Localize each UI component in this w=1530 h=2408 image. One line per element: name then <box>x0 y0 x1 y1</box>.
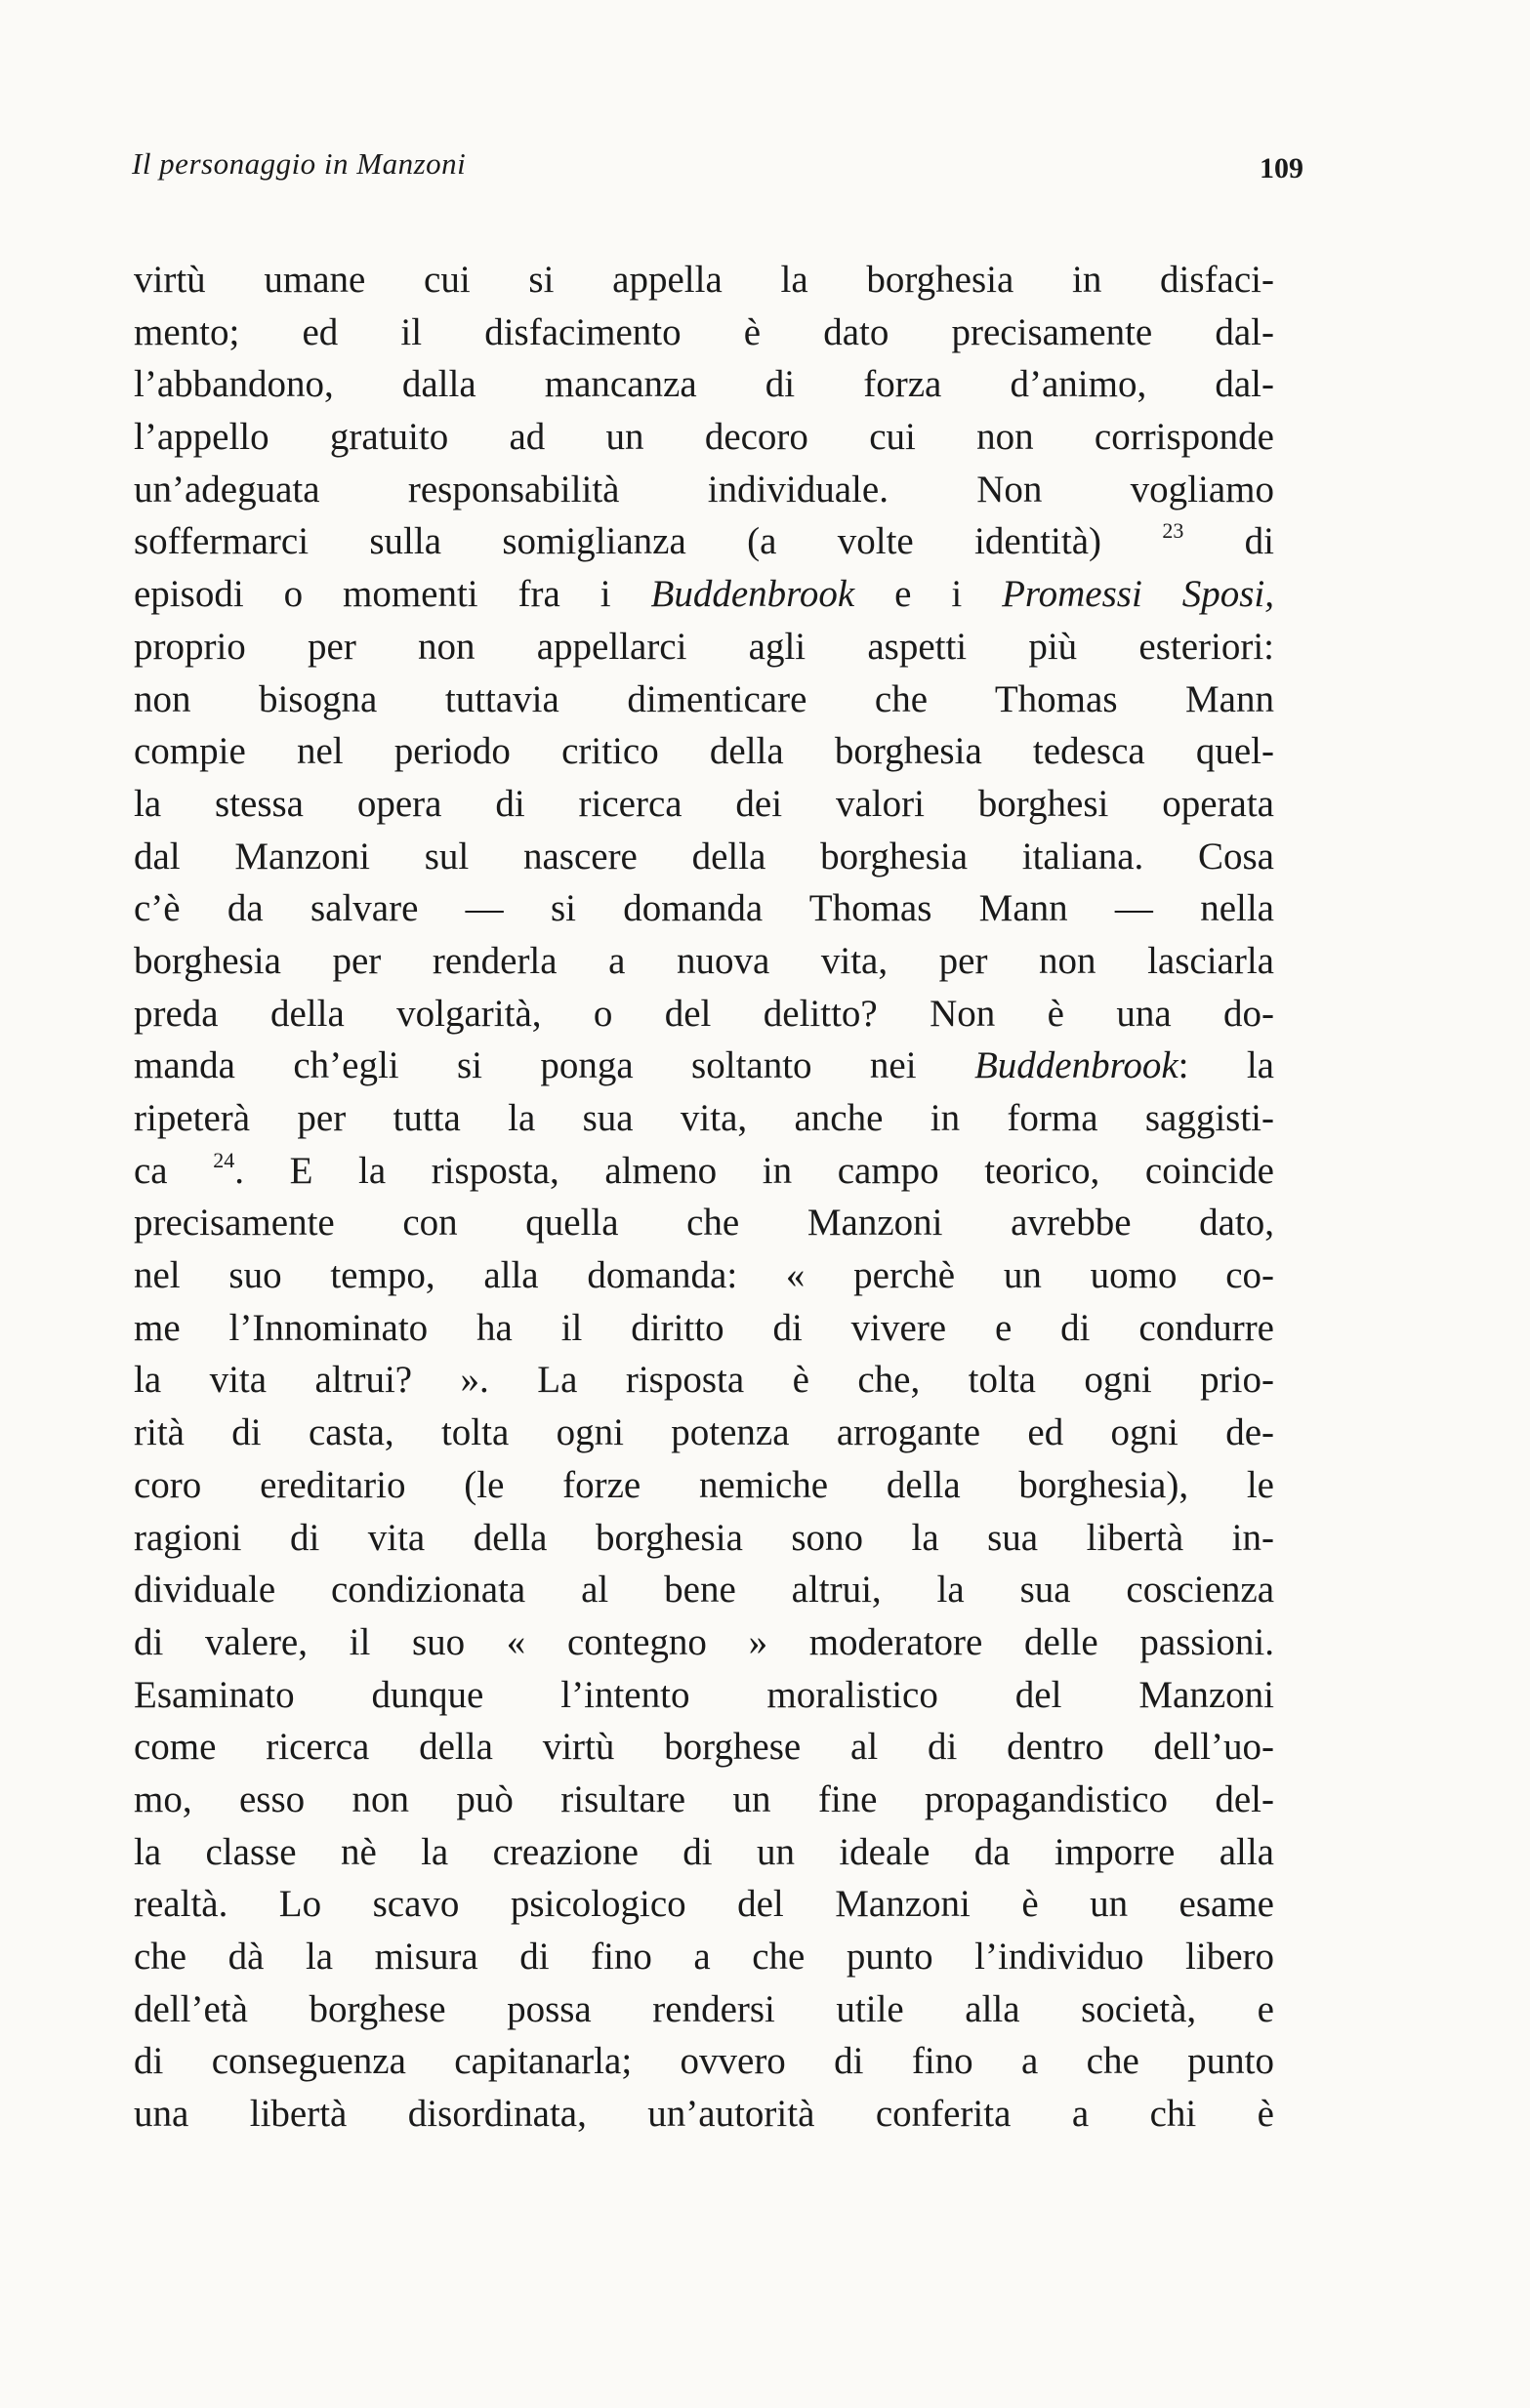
text-segment: come ricerca della virtù borghese al di dentro dell’uo- <box>134 1726 1274 1769</box>
text-segment: di <box>1183 520 1274 563</box>
text-segment: soffermarci sulla somiglianza (a volte identità) <box>134 520 1163 563</box>
text-segment: Esaminato dunque l’intento moralistico del Manzoni <box>134 1673 1274 1716</box>
text-segment: c’è da salvare — si domanda Thomas Mann — nella <box>134 887 1274 930</box>
text-line <box>134 988 1274 1041</box>
text-line <box>134 1092 1274 1145</box>
text-line <box>134 1616 1274 1669</box>
text-segment: ca <box>134 1149 214 1192</box>
text-line <box>134 306 1274 359</box>
text-segment: non bisogna tuttavia dimenticare che Thomas Mann <box>134 677 1274 720</box>
text-segment: la stessa opera di ricerca dei valori borghesi operata <box>134 782 1274 825</box>
text-line <box>134 778 1274 831</box>
text-line <box>134 1354 1274 1407</box>
text-line <box>134 1983 1274 2036</box>
text-segment: la classe nè la creazione di un ideale da imporre alla <box>134 1830 1274 1873</box>
text-line <box>134 464 1274 516</box>
text-segment: ripeterà per tutta la sua vita, anche in forma saggisti- <box>134 1097 1274 1139</box>
text-line <box>134 673 1274 726</box>
text-line <box>134 882 1274 935</box>
text-line <box>134 935 1274 988</box>
text-line <box>134 621 1274 673</box>
running-head <box>132 146 1303 195</box>
text-line <box>134 1407 1274 1459</box>
italic-title: Buddenbrook <box>973 1044 1179 1087</box>
text-segment: compie nel periodo critico della borghesia tedesca quel- <box>134 730 1274 773</box>
text-segment: proprio per non appellarci agli aspetti più esteriori: <box>134 625 1274 668</box>
text-segment: dividuale condizionata al bene altrui, la sua coscienza <box>134 1569 1274 1612</box>
text-line <box>134 1459 1274 1512</box>
text-line <box>134 1774 1274 1826</box>
text-segment: rità di casta, tolta ogni potenza arrogante ed ogni de- <box>134 1411 1274 1454</box>
text-segment: . E la risposta, almeno in campo teorico, coincide <box>234 1149 1274 1192</box>
text-segment: mento; ed il disfacimento è dato precisamente dal- <box>134 310 1274 353</box>
text-line <box>134 1564 1274 1616</box>
text-line <box>134 1669 1274 1722</box>
text-segment: manda ch’egli si ponga soltanto nei <box>134 1044 974 1087</box>
text-segment: ragioni di vita della borghesia sono la sua libertà in- <box>134 1516 1274 1559</box>
text-segment: episodi o momenti fra i <box>134 573 651 616</box>
italic-title: Promessi Sposi, <box>1002 573 1274 616</box>
text-segment: dell’età borghese possa rendersi utile alla società, e <box>134 1987 1274 2030</box>
text-segment: mo, esso non può risultare un fine propagandistico del- <box>134 1777 1274 1820</box>
text-segment: un’adeguata responsabilità individuale. Non vogliamo <box>134 468 1274 510</box>
text-segment: una libertà disordinata, un’autorità conferita a chi è <box>134 2093 1274 2136</box>
text-line <box>134 1145 1274 1198</box>
text-line <box>134 515 1274 568</box>
text-segment: nel suo tempo, alla domanda: « perchè un uomo co- <box>134 1254 1274 1297</box>
text-line <box>134 568 1274 621</box>
text-segment: l’appello gratuito ad un decoro cui non corrisponde <box>134 416 1274 459</box>
footnote-ref: 23 <box>1162 518 1184 544</box>
text-line <box>134 1878 1274 1931</box>
text-line <box>134 1197 1274 1249</box>
text-line <box>134 1302 1274 1355</box>
text-line <box>134 1826 1274 1879</box>
text-segment: virtù umane cui si appella la borghesia in disfaci- <box>134 259 1274 301</box>
text-segment: la vita altrui? ». La risposta è che, tolta ogni prio- <box>134 1359 1274 1402</box>
running-title: Il personaggio in Manzoni <box>132 146 467 181</box>
text-line <box>134 1040 1274 1092</box>
text-line <box>134 1249 1274 1302</box>
text-segment: e i <box>854 573 1003 616</box>
text-segment: precisamente con quella che Manzoni avrebbe dato, <box>134 1202 1274 1245</box>
text-line <box>134 1512 1274 1565</box>
text-line <box>134 254 1274 306</box>
text-segment: di conseguenza capitanarla; ovvero di fino a che punto <box>134 2040 1274 2083</box>
text-segment: preda della volgarità, o del delitto? Non è una do- <box>134 992 1274 1035</box>
text-line <box>134 1721 1274 1774</box>
text-segment: : la <box>1178 1044 1274 1087</box>
page-number: 109 <box>1260 152 1303 184</box>
italic-title: Buddenbrook <box>650 573 855 616</box>
text-segment: realtà. Lo scavo psicologico del Manzoni è un esame <box>134 1883 1274 1926</box>
text-line <box>134 2088 1274 2141</box>
text-line <box>134 358 1274 411</box>
text-segment: di valere, il suo « contegno » moderatore delle passioni. <box>134 1620 1274 1663</box>
text-line <box>134 411 1274 464</box>
text-segment: borghesia per renderla a nuova vita, per non lasciarla <box>134 939 1274 982</box>
text-segment: me l’Innominato ha il diritto di vivere e di condurre <box>134 1306 1274 1349</box>
text-segment: coro ereditario (le forze nemiche della borghesia), le <box>134 1463 1274 1506</box>
body-text <box>134 254 1274 2141</box>
text-line <box>134 831 1274 883</box>
text-line <box>134 725 1274 778</box>
text-segment: che dà la misura di fino a che punto l’individuo libero <box>134 1936 1274 1978</box>
text-segment: dal Manzoni sul nascere della borghesia italiana. Cosa <box>134 835 1274 877</box>
text-line <box>134 2035 1274 2088</box>
text-line <box>134 1931 1274 1983</box>
footnote-ref: 24 <box>213 1147 235 1172</box>
text-segment: l’abbandono, dalla mancanza di forza d’animo, dal- <box>134 363 1274 406</box>
